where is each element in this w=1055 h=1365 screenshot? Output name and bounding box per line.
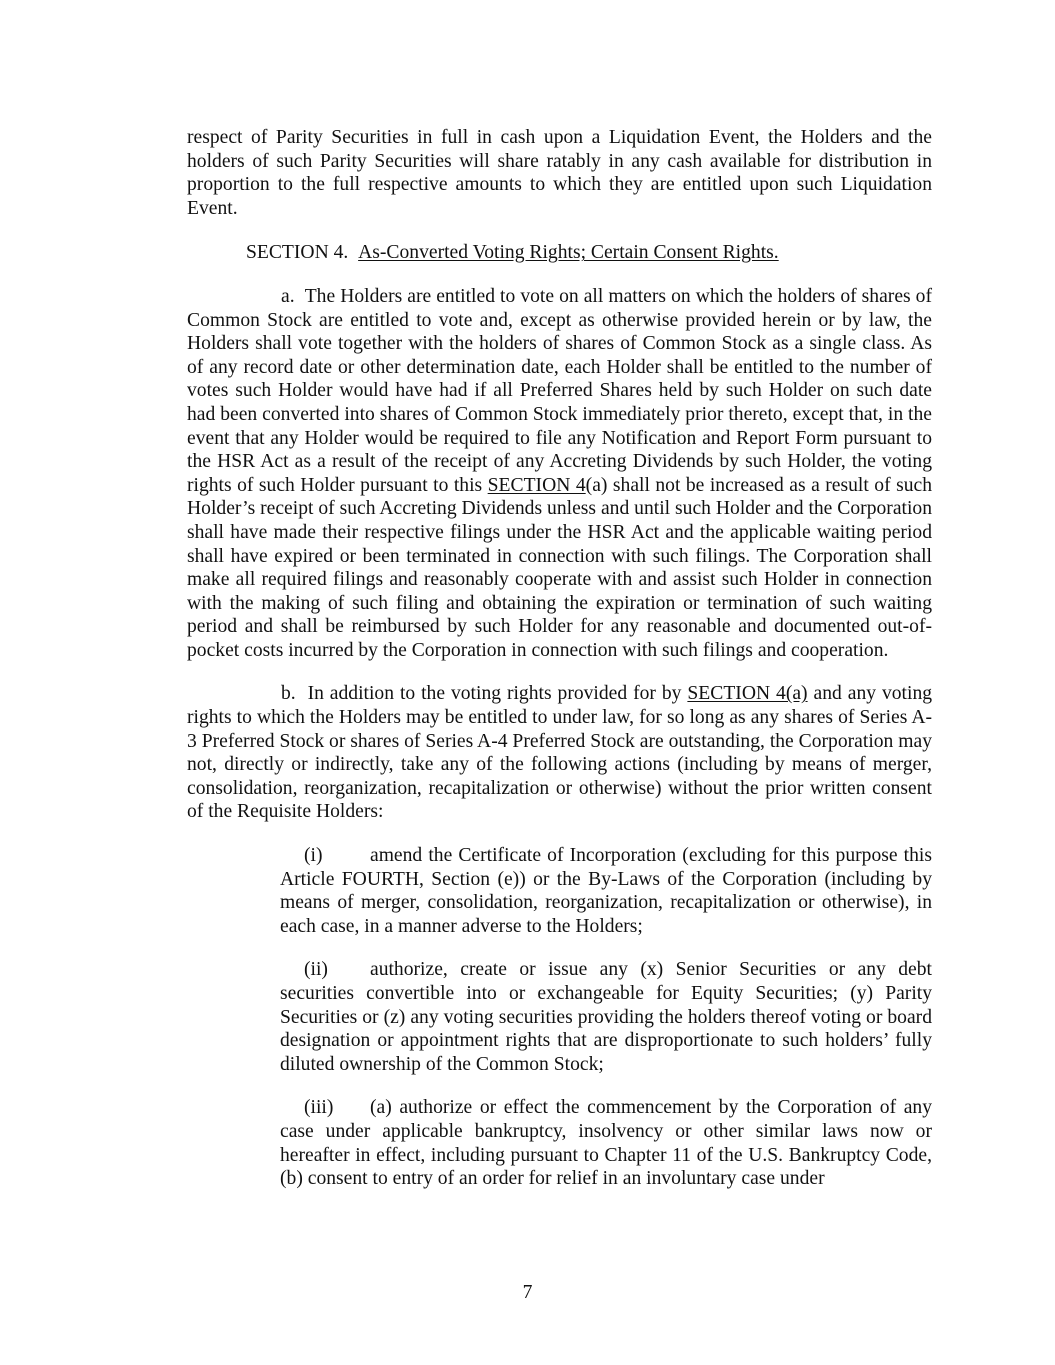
list-item-text: amend the Certificate of Incorporation (excluding for this purpose this Article FOURTH, Section (e)) or the By-Laws of the Corporation (including by means of merger, consolidation, reorganization, recapitalization or otherwise), in each case, in a manner adverse to the Holders;: [280, 845, 932, 937]
paragraph-b: [187, 682, 932, 824]
page-number: 7: [522, 1282, 533, 1303]
section-heading: [187, 241, 932, 265]
paragraph-b-section-ref: SECTION 4(a): [687, 683, 808, 705]
page-body: [187, 126, 932, 1191]
list-item-label: (iii): [304, 1097, 334, 1119]
paragraph-a-text-2: (a) shall not be increased as a result of such Holder’s receipt of such Accreting Dividends unless and until such Holder and the Corporation shall have made their respective filings under the HSR Act and the applicable waiting period shall have expired or been terminated in connection with such filings. The Corporation shall make all required filings and reasonably cooperate with and assist such Holder in connection with the making of such filing and obtaining the expiration or termination of such waiting period and shall be reimbursed by such Holder for any reasonable and documented out-of-pocket costs incurred by the Corporation in connection with such filings and cooperation.: [187, 474, 932, 661]
list-item-text: (a) authorize or effect the commencement by the Corporation of any case under applicable bankruptcy, insolvency or other similar laws now or hereafter in effect, including pursuant to Chapter 11 of the U.S. Bankruptcy Code, (b) consent to entry of an order for relief in an involuntary case under: [280, 1097, 932, 1190]
section-number: SECTION 4.: [246, 242, 349, 264]
paragraph-a-text-1: The Holders are entitled to vote on all matters on which the holders of shares of Common Stock are entitled to vote and, except as otherwise provided herein or by law, the Holders shall vote together with the holders of shares of Common Stock as a single class. As of any record date or other determination date, each Holder shall be entitled to the number of votes such Holder would have had if all Preferred Shares held by such Holder on such date had been converted into shares of Common Stock immediately prior thereto, except that, in the event that any Holder would be required to file any Notification and Report Form pursuant to the HSR Act as a result of the receipt of any Accreting Dividends by such Holder, the voting rights of such Holder pursuant to this: [187, 285, 933, 496]
paragraph-a-label: a.: [281, 285, 295, 307]
list-item: [280, 844, 932, 938]
paragraph-a: [187, 285, 932, 663]
paragraph-a-section-ref: SECTION 4: [487, 474, 586, 496]
paragraph-b-text-2: and any voting rights to which the Holders may be entitled to under law, for so long as any shares of Series A-3 Preferred Stock or shares of Series A-4 Preferred Stock are outstanding, the Corporation may not, directly or indirectly, take any of the following actions (including by means of merger, consolidation, reorganization, recapitalization or otherwise) without the prior written consent of the Requisite Holders:: [187, 683, 933, 823]
paragraph-b-label: b.: [281, 683, 296, 705]
paragraph-b-text-1: In addition to the voting rights provided for by: [307, 683, 682, 705]
list-item-label: (i): [304, 845, 323, 867]
list-item: [280, 1096, 932, 1190]
list-item-label: (ii): [304, 959, 328, 981]
list-item-text: authorize, create or issue any (x) Senior Securities or any debt securities convertible into or exchangeable for Equity Securities; (y) Parity Securities or (z) any voting securities providing the holders thereof voting or board designation or appointment rights that are disproportionate to such holders’ fully diluted ownership of the Common Stock;: [280, 959, 932, 1075]
continuation-paragraph: respect of Parity Securities in full in cash upon a Liquidation Event, the Holders and the holders of such Parity Securities will share ratably in any cash available for distribution in proportion to the full respective amounts to which they are entitled upon such Liquidation Event.: [187, 127, 932, 219]
section-title: As-Converted Voting Rights; Certain Consent Rights.: [358, 242, 779, 264]
list-item: [280, 958, 932, 1076]
